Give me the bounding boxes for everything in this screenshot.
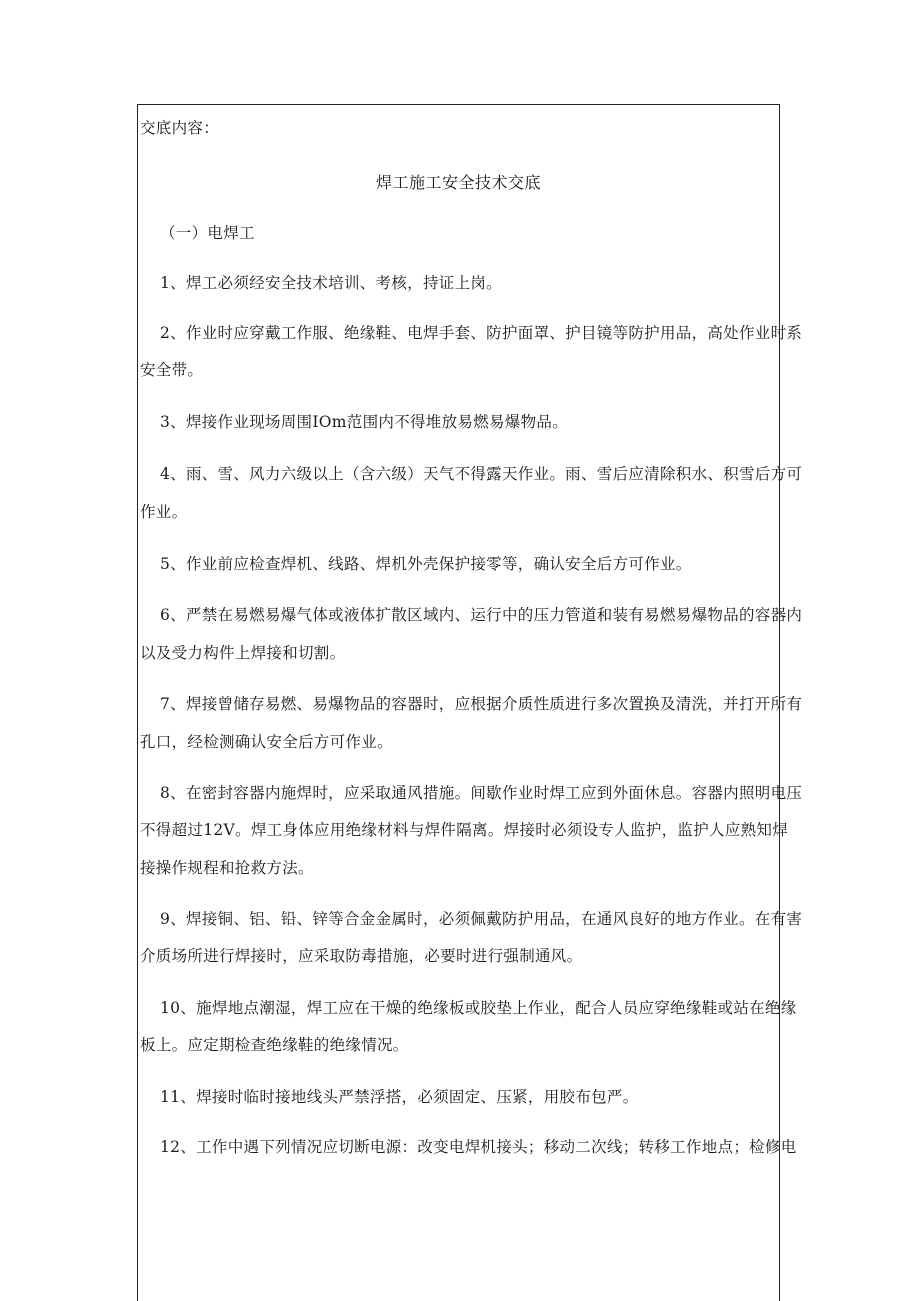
section-heading: （一）电焊工 xyxy=(160,224,255,242)
paragraph-line: 7、焊接曾储存易燃、易爆物品的容器时，应根据介质性质进行多次置换及清洗，并打开所有 xyxy=(160,695,803,713)
paragraph-line: 5、作业前应检查焊机、线路、焊机外壳保护接零等，确认安全后方可作业。 xyxy=(160,555,692,573)
paragraph-line: 12、工作中遇下列情况应切断电源：改变电焊机接头；移动二次线；转移工作地点；检修电 xyxy=(160,1138,797,1156)
paragraph-line: 接操作规程和抢救方法。 xyxy=(140,859,314,877)
header-label: 交底内容： xyxy=(140,119,220,137)
paragraph-line: 6、严禁在易燃易爆气体或液体扩散区域内、运行中的压力管道和装有易燃易爆物品的容器内 xyxy=(160,606,803,624)
document-title: 焊工施工安全技术交底 xyxy=(375,173,541,192)
paragraph-line: 作业。 xyxy=(140,503,188,521)
paragraph-line: 9、焊接铜、铝、铅、锌等合金金属时，必须佩戴防护用品，在通风良好的地方作业。在有害 xyxy=(160,910,803,928)
paragraph-line: 1、焊工必须经安全技术培训、考核，持证上岗。 xyxy=(160,274,502,292)
paragraph-line: 不得超过12V。焊工身体应用绝缘材料与焊件隔离。焊接时必须设专人监护，监护人应熟知焊 xyxy=(140,821,789,839)
paragraph-line: 4、雨、雪、风力六级以上（含六级）天气不得露天作业。雨、雪后应清除积水、积雪后方可 xyxy=(160,465,803,483)
paragraph-line: 介质场所进行焊接时，应采取防毒措施，必要时进行强制通风。 xyxy=(140,947,583,965)
paragraph-line: 8、在密封容器内施焊时，应采取通风措施。间歇作业时焊工应到外面休息。容器内照明电压 xyxy=(160,784,803,802)
paragraph-line: 板上。应定期检查绝缘鞋的绝缘情况。 xyxy=(140,1036,409,1054)
paragraph-line: 安全带。 xyxy=(140,361,204,379)
paragraph-line: 以及受力构件上焊接和切割。 xyxy=(140,644,346,662)
paragraph-line: 2、作业时应穿戴工作服、绝缘鞋、电焊手套、防护面罩、护目镜等防护用品，高处作业时系 xyxy=(160,324,803,342)
paragraph-line: 10、施焊地点潮湿，焊工应在干燥的绝缘板或胶垫上作业，配合人员应穿绝缘鞋或站在绝缘 xyxy=(160,999,797,1017)
paragraph-line: 3、焊接作业现场周围IOm范围内不得堆放易燃易爆物品。 xyxy=(160,413,568,431)
paragraph-line: 孔口，经检测确认安全后方可作业。 xyxy=(140,733,393,751)
paragraph-line: 11、焊接时临时接地线头严禁浮搭，必须固定、压紧，用胶布包严。 xyxy=(160,1088,639,1106)
